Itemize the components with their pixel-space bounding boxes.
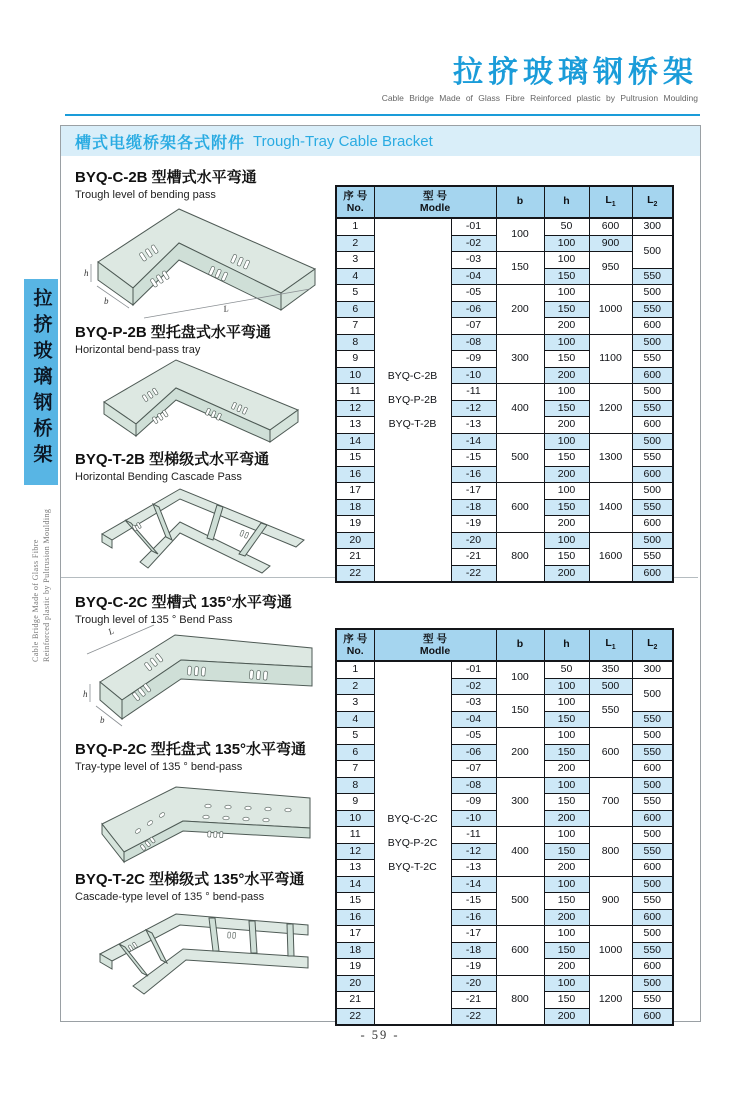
cell: 12: [336, 843, 374, 860]
cell: 150: [544, 744, 589, 761]
cell: 550: [632, 942, 673, 959]
cell: 150: [544, 711, 589, 728]
cell: 6: [336, 301, 374, 318]
cell: -07: [451, 761, 496, 778]
cell: 800: [496, 975, 544, 1025]
cell: 50: [544, 218, 589, 235]
cell: 600: [632, 860, 673, 877]
cell: 8: [336, 777, 374, 794]
cell: 100: [496, 218, 544, 252]
cell: -04: [451, 268, 496, 285]
cell: 600: [632, 1008, 673, 1025]
cell: -18: [451, 942, 496, 959]
cell: 600: [589, 218, 632, 235]
cell: 100: [544, 285, 589, 302]
cell: 100: [544, 827, 589, 844]
cell: 600: [632, 909, 673, 926]
cell: 1100: [589, 334, 632, 384]
col-header-no: 序 号 No.: [336, 186, 374, 218]
cell: 2: [336, 235, 374, 252]
cell: 13: [336, 417, 374, 434]
model-cell: BYQ-C-2C BYQ-P-2C BYQ-T-2C: [374, 661, 451, 1025]
cell: 600: [632, 761, 673, 778]
cell: -16: [451, 466, 496, 483]
trough-90-bend-drawing: [84, 196, 324, 320]
cell: 550: [632, 351, 673, 368]
cell: 1000: [589, 926, 632, 976]
cell: 200: [544, 909, 589, 926]
sidebar-vertical-subtitle-line2: Reinforced plastic by Pultrusion Moulding: [42, 508, 51, 662]
cell: 100: [544, 678, 589, 695]
cell: 18: [336, 499, 374, 516]
cell: 100: [544, 926, 589, 943]
cell: -07: [451, 318, 496, 335]
cell: 22: [336, 1008, 374, 1025]
col-header-h: h: [544, 629, 589, 661]
cell: 15: [336, 450, 374, 467]
drawing-byq-p-2c: [88, 776, 323, 864]
cell: -04: [451, 711, 496, 728]
product-cn-title: BYQ-T-2B 型梯级式水平弯通: [75, 451, 270, 468]
cell: 550: [632, 794, 673, 811]
cell: 900: [589, 876, 632, 926]
col-header-model: 型 号 Modle: [374, 629, 496, 661]
cell: 14: [336, 433, 374, 450]
cell: 150: [544, 893, 589, 910]
cell: 1000: [589, 285, 632, 335]
cell: 600: [632, 959, 673, 976]
drawing-byq-c-2c: [82, 622, 327, 730]
cell: 9: [336, 794, 374, 811]
cell: 200: [544, 959, 589, 976]
cell: 21: [336, 992, 374, 1009]
dimension-table-2b: [335, 185, 674, 583]
cell: 500: [632, 678, 673, 711]
cell: 3: [336, 695, 374, 712]
cell: 16: [336, 909, 374, 926]
cell: 13: [336, 860, 374, 877]
tray-90-bend-drawing: [92, 350, 310, 448]
cell: -08: [451, 777, 496, 794]
cell: 550: [632, 893, 673, 910]
product-title-byq-t-2c: [75, 868, 304, 903]
cell: -15: [451, 893, 496, 910]
cell: 100: [544, 975, 589, 992]
ladder-135-bend-drawing: [88, 902, 323, 1000]
section-header-bar: [61, 126, 700, 156]
product-en-title: Horizontal bend-pass tray: [75, 344, 201, 356]
cell: 550: [632, 711, 673, 728]
cell: 150: [496, 695, 544, 728]
cell: 550: [632, 499, 673, 516]
cell: 550: [632, 549, 673, 566]
tray-135-bend-drawing: [88, 776, 323, 864]
cell: -19: [451, 959, 496, 976]
cell: 19: [336, 959, 374, 976]
product-title-byq-p-2c: [75, 738, 306, 773]
cell: -02: [451, 678, 496, 695]
cell: 100: [496, 661, 544, 695]
cell: 18: [336, 942, 374, 959]
cell: -18: [451, 499, 496, 516]
cell: 150: [544, 450, 589, 467]
cell: 20: [336, 975, 374, 992]
cell: 12: [336, 400, 374, 417]
cell: 150: [544, 843, 589, 860]
cell: 300: [632, 661, 673, 678]
product-cn-title: BYQ-P-2C 型托盘式 135°水平弯通: [75, 741, 307, 758]
cell: 500: [496, 876, 544, 926]
cell: -11: [451, 827, 496, 844]
cell: 300: [632, 218, 673, 235]
cell: -06: [451, 301, 496, 318]
cell: 11: [336, 827, 374, 844]
cell: -22: [451, 565, 496, 582]
cell: 300: [496, 334, 544, 384]
cell: -09: [451, 351, 496, 368]
product-cn-title: BYQ-P-2B 型托盘式水平弯通: [75, 324, 271, 341]
cell: 200: [544, 1008, 589, 1025]
cell: 800: [589, 827, 632, 877]
cell: 17: [336, 483, 374, 500]
cell: 500: [632, 334, 673, 351]
table-header-row: [336, 629, 673, 661]
cell: 100: [544, 433, 589, 450]
cell: 1400: [589, 483, 632, 533]
cell: 550: [632, 843, 673, 860]
cell: 16: [336, 466, 374, 483]
cell: 150: [544, 992, 589, 1009]
col-header-h: h: [544, 186, 589, 218]
cell: 200: [544, 318, 589, 335]
col-header-no: 序 号 No.: [336, 629, 374, 661]
cell: 150: [544, 794, 589, 811]
cell: 150: [544, 351, 589, 368]
cell: -10: [451, 367, 496, 384]
cell: 1300: [589, 433, 632, 483]
cell: 5: [336, 285, 374, 302]
cell: -12: [451, 843, 496, 860]
cell: 1: [336, 661, 374, 678]
cell: 600: [632, 565, 673, 582]
cell: -03: [451, 695, 496, 712]
cell: 100: [544, 695, 589, 712]
cell: 200: [544, 810, 589, 827]
table-header-row: [336, 186, 673, 218]
cell: -15: [451, 450, 496, 467]
sidebar-vertical-subtitle-line1: Cable Bridge Made of Glass Fibre: [31, 539, 40, 662]
cell: -22: [451, 1008, 496, 1025]
cell: 1200: [589, 384, 632, 434]
cell: 21: [336, 549, 374, 566]
table-row: [336, 218, 673, 235]
col-header-l2: $L_2$: [632, 629, 673, 661]
brand-divider: [65, 114, 700, 116]
cell: 600: [632, 516, 673, 533]
cell: -10: [451, 810, 496, 827]
dim-label-b: b: [104, 296, 109, 306]
dim-label-b: b: [100, 715, 105, 725]
cell: 550: [632, 301, 673, 318]
cell: 100: [544, 384, 589, 401]
cell: 550: [632, 450, 673, 467]
drawing-byq-p-2b: [92, 350, 310, 448]
cell: 150: [544, 400, 589, 417]
section-header-cn: 槽式电缆桥架各式附件: [75, 134, 246, 152]
cell: 400: [496, 827, 544, 877]
cell: 22: [336, 565, 374, 582]
cell: 200: [496, 285, 544, 335]
cell: 600: [589, 728, 632, 778]
cell: 100: [544, 532, 589, 549]
ladder-90-bend-drawing: [92, 478, 314, 574]
cell: 600: [496, 926, 544, 976]
brand-block: [382, 58, 698, 103]
cell: 500: [632, 483, 673, 500]
cell: 200: [544, 565, 589, 582]
section-header-en: Trough-Tray Cable Bracket: [253, 132, 433, 150]
cell: -19: [451, 516, 496, 533]
cell: -13: [451, 860, 496, 877]
cell: 100: [544, 777, 589, 794]
cell: 10: [336, 810, 374, 827]
cell: 150: [544, 268, 589, 285]
drawing-byq-c-2b: [84, 196, 324, 320]
cell: -12: [451, 400, 496, 417]
model-cell: BYQ-C-2B BYQ-P-2B BYQ-T-2B: [374, 218, 451, 582]
cell: 150: [544, 942, 589, 959]
cell: 200: [496, 728, 544, 778]
cell: -03: [451, 252, 496, 269]
cell: -20: [451, 532, 496, 549]
cell: 200: [544, 860, 589, 877]
cell: -16: [451, 909, 496, 926]
cell: 500: [632, 285, 673, 302]
cell: 200: [544, 761, 589, 778]
col-header-l1: $L_1$: [589, 629, 632, 661]
table-row: [336, 661, 673, 678]
cell: 1200: [589, 975, 632, 1025]
cell: 8: [336, 334, 374, 351]
cell: 4: [336, 268, 374, 285]
cell: 500: [632, 777, 673, 794]
cell: 15: [336, 893, 374, 910]
cell: 600: [632, 367, 673, 384]
sidebar-vertical-subtitle: [30, 432, 52, 662]
cell: 7: [336, 318, 374, 335]
cell: 4: [336, 711, 374, 728]
cell: -06: [451, 744, 496, 761]
cell: 500: [632, 235, 673, 268]
cell: 100: [544, 876, 589, 893]
cell: 900: [589, 235, 632, 252]
dim-label-l: L: [222, 303, 230, 314]
product-en-title: Tray-type level of 135 ° bend-pass: [75, 761, 243, 773]
cell: 7: [336, 761, 374, 778]
cell: -14: [451, 433, 496, 450]
cell: 200: [544, 516, 589, 533]
dim-label-l: L: [106, 625, 116, 637]
cell: 100: [544, 252, 589, 269]
trough-135-bend-drawing: [82, 622, 327, 730]
cell: 2: [336, 678, 374, 695]
cell: -05: [451, 285, 496, 302]
brand-title: 拉挤玻璃钢桥架: [453, 56, 698, 89]
product-en-title: Cascade-type level of 135 ° bend-pass: [75, 891, 265, 903]
cell: 14: [336, 876, 374, 893]
cell: 550: [632, 400, 673, 417]
cell: 950: [589, 252, 632, 285]
product-en-title: Trough level of bending pass: [75, 189, 216, 201]
product-title-byq-c-2c: [75, 591, 292, 626]
cell: 150: [544, 499, 589, 516]
col-header-model: 型 号 Modle: [374, 186, 496, 218]
cell: 50: [544, 661, 589, 678]
cell: 100: [544, 235, 589, 252]
cell: 500: [632, 384, 673, 401]
cell: 350: [589, 661, 632, 678]
cell: 500: [589, 678, 632, 695]
cell: 100: [544, 728, 589, 745]
cell: 600: [632, 318, 673, 335]
cell: 500: [496, 433, 544, 483]
cell: -05: [451, 728, 496, 745]
cell: 3: [336, 252, 374, 269]
cell: -02: [451, 235, 496, 252]
drawing-byq-t-2c: [88, 902, 323, 1000]
cell: 800: [496, 532, 544, 582]
cell: 1: [336, 218, 374, 235]
cell: 200: [544, 417, 589, 434]
product-cn-title: BYQ-T-2C 型梯级式 135°水平弯通: [75, 871, 305, 888]
cell: 20: [336, 532, 374, 549]
cell: 500: [632, 728, 673, 745]
cell: -13: [451, 417, 496, 434]
cell: -08: [451, 334, 496, 351]
cell: 200: [544, 466, 589, 483]
cell: 200: [544, 367, 589, 384]
cell: 400: [496, 384, 544, 434]
product-cn-title: BYQ-C-2B 型槽式水平弯通: [75, 169, 257, 186]
cell: 17: [336, 926, 374, 943]
product-cn-title: BYQ-C-2C 型槽式 135°水平弯通: [75, 594, 292, 611]
cell: -14: [451, 876, 496, 893]
cell: 550: [632, 744, 673, 761]
cell: 5: [336, 728, 374, 745]
dim-label-h: h: [83, 689, 88, 699]
cell: 150: [544, 549, 589, 566]
sidebar-vertical-title-text: 拉挤玻璃钢桥架: [30, 288, 52, 470]
cell: -01: [451, 218, 496, 235]
cell: -17: [451, 483, 496, 500]
col-header-b: b: [496, 186, 544, 218]
product-en-title: Trough level of 135 ° Bend Pass: [75, 614, 233, 626]
cell: -17: [451, 926, 496, 943]
cell: 1600: [589, 532, 632, 582]
cell: 550: [632, 268, 673, 285]
cell: 550: [589, 695, 632, 728]
cell: 600: [632, 810, 673, 827]
page-number: - 59 -: [360, 1028, 400, 1042]
cell: 11: [336, 384, 374, 401]
cell: -21: [451, 549, 496, 566]
cell: 6: [336, 744, 374, 761]
cell: 500: [632, 532, 673, 549]
cell: 10: [336, 367, 374, 384]
col-header-l2: $L_2$: [632, 186, 673, 218]
col-header-l1: $L_1$: [589, 186, 632, 218]
cell: 150: [544, 301, 589, 318]
cell: 550: [632, 992, 673, 1009]
cell: 9: [336, 351, 374, 368]
cell: 19: [336, 516, 374, 533]
cell: 500: [632, 975, 673, 992]
cell: 500: [632, 827, 673, 844]
cell: -21: [451, 992, 496, 1009]
drawing-byq-t-2b: [92, 478, 314, 574]
brand-subtitle: Cable Bridge Made of Glass Fibre Reinforced plastic by Pultrusion Moulding: [381, 93, 698, 103]
cell: -11: [451, 384, 496, 401]
cell: 500: [632, 433, 673, 450]
cell: 600: [632, 466, 673, 483]
cell: 600: [632, 417, 673, 434]
cell: -20: [451, 975, 496, 992]
cell: 500: [632, 926, 673, 943]
product-en-title: Horizontal Bending Cascade Pass: [75, 471, 242, 483]
cell: -09: [451, 794, 496, 811]
dim-label-h: h: [84, 268, 89, 278]
cell: 600: [496, 483, 544, 533]
cell: -01: [451, 661, 496, 678]
cell: 100: [544, 483, 589, 500]
cell: 150: [496, 252, 544, 285]
cell: 700: [589, 777, 632, 827]
cell: 300: [496, 777, 544, 827]
dimension-table-2c: [335, 628, 674, 1026]
cell: 100: [544, 334, 589, 351]
cell: 500: [632, 876, 673, 893]
col-header-b: b: [496, 629, 544, 661]
